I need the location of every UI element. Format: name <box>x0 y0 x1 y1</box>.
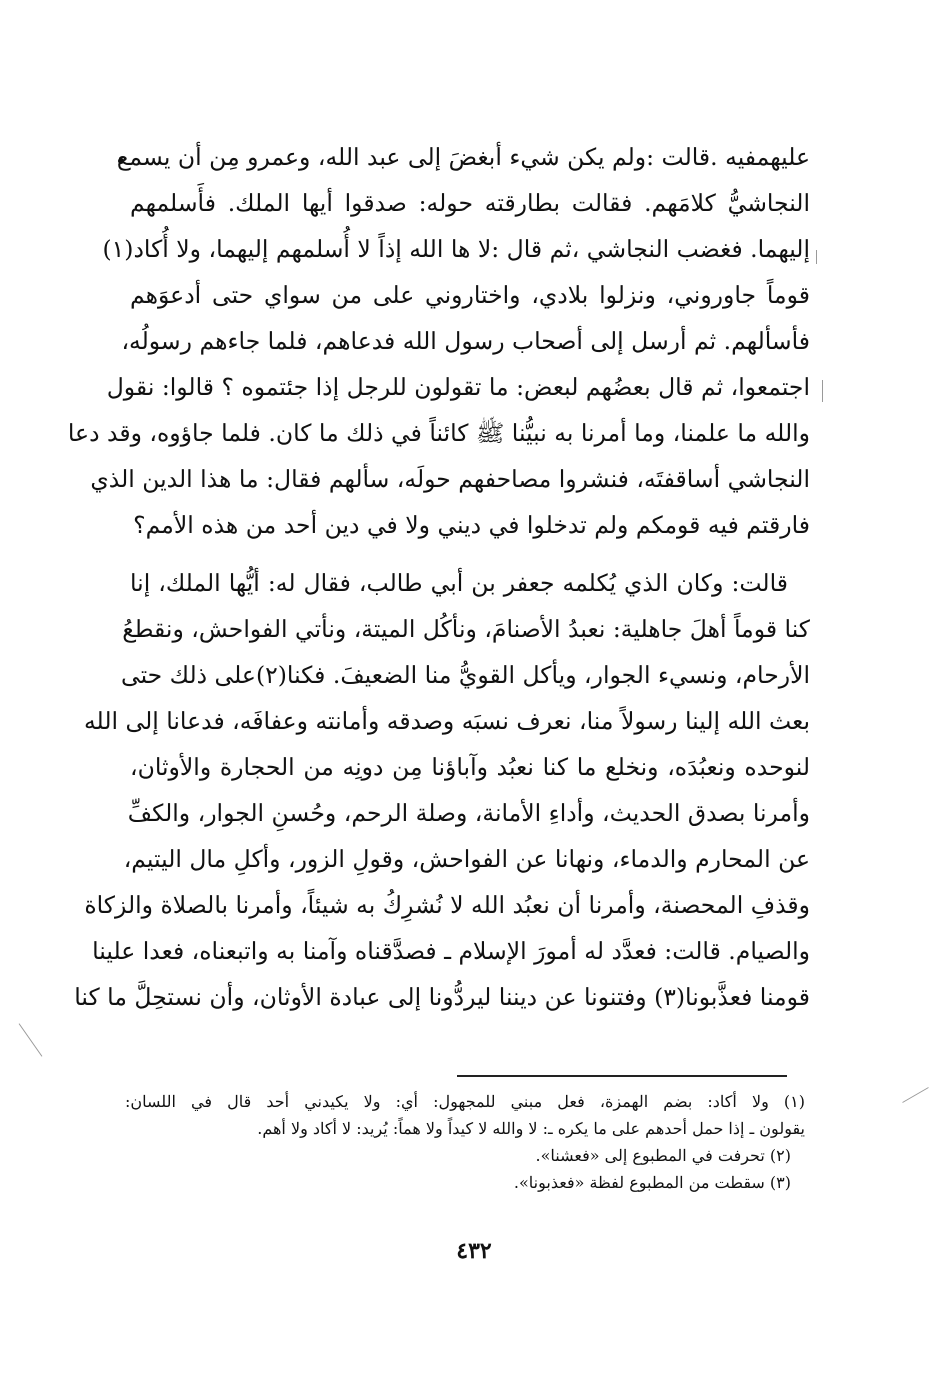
footnotes <box>125 1088 805 1196</box>
paragraph-gap <box>130 548 810 560</box>
footnote-line: (٣) سقطت من المطبوع لفظة «فعذبونا». <box>513 1173 791 1192</box>
text-line: قوماً جاوروني، ونزلوا بلادي، واختاروني على من سواي حتى أدعوَهم <box>130 281 810 309</box>
footnote-line: يقولون ـ إذا حمل أحدهم على ما يكره ـ: لا والله لا كيداً ولا هماً: يُريد: لا أكاد ولا أهم. <box>257 1119 805 1138</box>
text-line: إليهما. فغضب النجاشي ،ثم قال :لا ها الله إذاً لا أُسلمهم إليهما، ولا أُكاد(١) <box>102 235 810 263</box>
text-line: فأسألهم. ثم أرسل إلى أصحاب رسول الله فدعاهم، فلما جاءهم رسولُه، <box>121 327 810 355</box>
page-number: ٤٣٢ <box>456 1238 492 1264</box>
footnote-line: (٢) تحرفت في المطبوع إلى «فعشنا». <box>535 1146 791 1165</box>
text-line: النجاشيُّ كلامَهم. فقالت بطارقته حوله: صدقوا أيها الملك. فأَسلمهم <box>130 189 810 217</box>
main-text <box>67 134 810 1020</box>
text-line: فارقتم فيه قومكم ولم تدخلوا في ديني ولا في دين أحد من هذه الأمم؟ <box>133 511 810 539</box>
scan-mark <box>822 380 823 402</box>
text-line: قومنا فعذَّبونا(٣) وفتنونا عن ديننا ليردُّونا إلى عبادة الأوثان، وأن نستحِلَّ ما كنا <box>74 983 810 1011</box>
text-line: وأمرنا بصدق الحديث، وأداءِ الأمانة، وصلة الرحم، وحُسنِ الجوار، والكفِّ <box>127 799 810 827</box>
text-line: والله ما علمنا، وما أمرنا به نبيُّنا ﷺ كائناً في ذلك ما كان. فلما جاؤوه، وقد دعا <box>67 419 810 447</box>
text-line: والصيام. قالت: فعدَّد له أمورَ الإسلام ـ فصدَّقناه وآمنا به واتبعناه، فعدا علينا <box>92 937 810 965</box>
text-line: عليهمفيه .قالت :ولم يكن شيء أبغضَ إلى عبد الله، وعمرو مِن أن يسمع <box>116 143 810 171</box>
scan-mark <box>902 1087 928 1103</box>
footnote-separator <box>457 1075 787 1077</box>
text-line: النجاشي أساقفتَه، فنشروا مصاحفهم حولَه، سألهم فقال: ما هذا الدين الذي <box>90 465 810 493</box>
scan-mark <box>19 1023 43 1056</box>
text-line: بعث الله إلينا رسولاً منا، نعرف نسبَه وصدقه وأمانته وعفافَه، فدعانا إلى الله <box>83 707 810 735</box>
text-line: اجتمعوا، ثم قال بعضُهم لبعض: ما تقولون للرجل إذا جئتموه ؟ قالوا: نقول <box>106 373 810 401</box>
text-line: الأرحام، ونسيء الجوار، ويأكل القويُّ منا الضعيفَ. فكنا(٢)على ذلك حتى <box>120 661 810 689</box>
text-line: قالت: وكان الذي يُكلمه جعفر بن أبي طالب، فقال له: أيُّها الملك، إنا <box>130 569 788 597</box>
text-line: وقذفِ المحصنة، وأمرنا أن نعبُد الله لا نُشرِكُ به شيئاً، وأمرنا بالصلاة والزكاة <box>84 891 810 919</box>
scan-mark <box>816 250 817 264</box>
footnote-line: (١) ولا أكاد: بضم الهمزة، فعل مبني للمجهول: أي: ولا يكيدني أحد قال في اللسان: <box>125 1092 805 1111</box>
text-line: لنوحده ونعبُدَه، ونخلع ما كنا نعبُد وآباؤنا مِن دونِه من الحجارة والأوثان، <box>130 753 810 781</box>
text-line: عن المحارم والدماء، ونهانا عن الفواحش، وقولِ الزور، وأكلِ مال اليتيم، <box>123 845 810 873</box>
text-line: كنا قوماً أهلَ جاهلية: نعبدُ الأصنامَ، ونأكُل الميتة، ونأتي الفواحش، ونقطعُ <box>122 615 810 643</box>
